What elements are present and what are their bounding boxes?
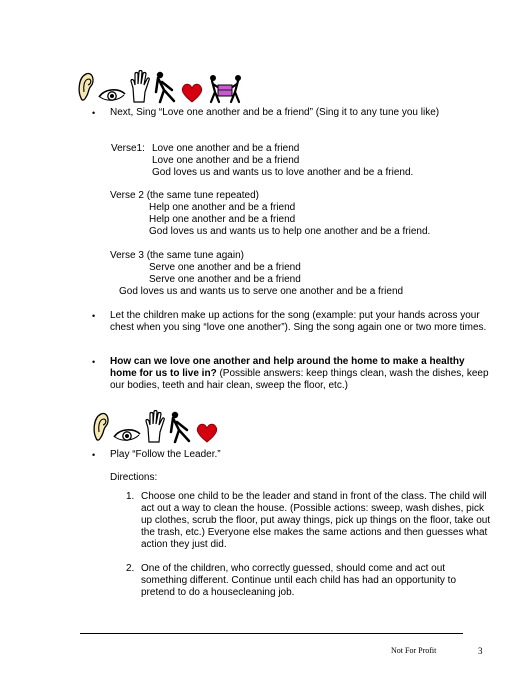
verse3-line: Serve one another and be a friend xyxy=(149,262,301,273)
directions-label: Directions: xyxy=(110,472,158,483)
activity-icons-row-1 xyxy=(77,70,244,104)
eye-icon xyxy=(98,86,126,104)
hand-icon xyxy=(144,410,166,444)
ear-icon xyxy=(77,70,95,104)
verse3-line: Serve one another and be a friend xyxy=(149,274,301,285)
heart-icon xyxy=(196,422,218,444)
stretching-person-icon xyxy=(169,410,193,444)
bullet-marker: • xyxy=(92,357,96,367)
stretching-person-icon xyxy=(154,70,178,104)
footer-text: Not For Profit xyxy=(391,646,437,655)
verse2-label: Verse 2 (the same tune repeated) xyxy=(110,190,259,201)
bullet-marker: • xyxy=(92,311,96,321)
hand-icon xyxy=(129,70,151,104)
step-number: 2. xyxy=(126,563,135,574)
helping-people-icon xyxy=(206,74,244,104)
verse1-line: Love one another and be a friend xyxy=(152,143,300,154)
verse1-label: Verse1: xyxy=(111,143,145,154)
activity-icons-row-2 xyxy=(92,410,218,444)
actions-instruction: Let the children make up actions for the song (example: put your hands across your chest when you sing “love one another”). Sing the song again one or two more times. xyxy=(110,310,487,333)
step-text: Choose one child to be the leader and stand in front of the class. The child will act out a way to clean the house. (Possible actions: sweep, wash dishes, pick up clothes, scrub the floor, put away things, pick up things on the floor, take out the trash, etc.) Everyone else makes the same actions and then guesses what action they just did. xyxy=(141,491,491,550)
verse1-line: Love one another and be a friend xyxy=(152,155,300,166)
step-number: 1. xyxy=(126,491,135,502)
discussion-answers: (Possible answers: keep things clean, wash the dishes, keep our bodies, teeth and hair clean, sweep the floor, etc.) xyxy=(110,368,489,391)
discussion-question xyxy=(110,356,490,392)
verse3-label: Verse 3 (the same tune again) xyxy=(110,250,244,261)
verse3-line: God loves us and wants us to serve one another and be a friend xyxy=(119,286,404,297)
verse2-line: Help one another and be a friend xyxy=(149,202,296,213)
step-text: One of the children, who correctly guessed, should come and act out something different. Continue until each child has had an opportunity to pretend to do a housecleaning job. xyxy=(141,563,457,598)
verse1-line: God loves us and wants us to love another and be a friend. xyxy=(152,167,414,178)
bullet-marker: • xyxy=(92,108,96,118)
eye-icon xyxy=(113,426,141,444)
discussion-question-bold: How can we love one another and help around the home to make a healthy home for us to live in? xyxy=(110,356,465,379)
footer-divider xyxy=(80,633,463,634)
sing-instruction: Next, Sing “Love one another and be a friend” (Sing it to any tune you like) xyxy=(110,107,440,118)
verse2-line: God loves us and wants us to help one another and be a friend. xyxy=(149,226,431,237)
heart-icon xyxy=(181,82,203,104)
page-number: 3 xyxy=(478,646,483,656)
follow-leader-instruction: Play “Follow the Leader.” xyxy=(110,449,221,460)
verse2-line: Help one another and be a friend xyxy=(149,214,296,225)
ear-icon xyxy=(92,410,110,444)
bullet-marker: • xyxy=(92,450,96,460)
